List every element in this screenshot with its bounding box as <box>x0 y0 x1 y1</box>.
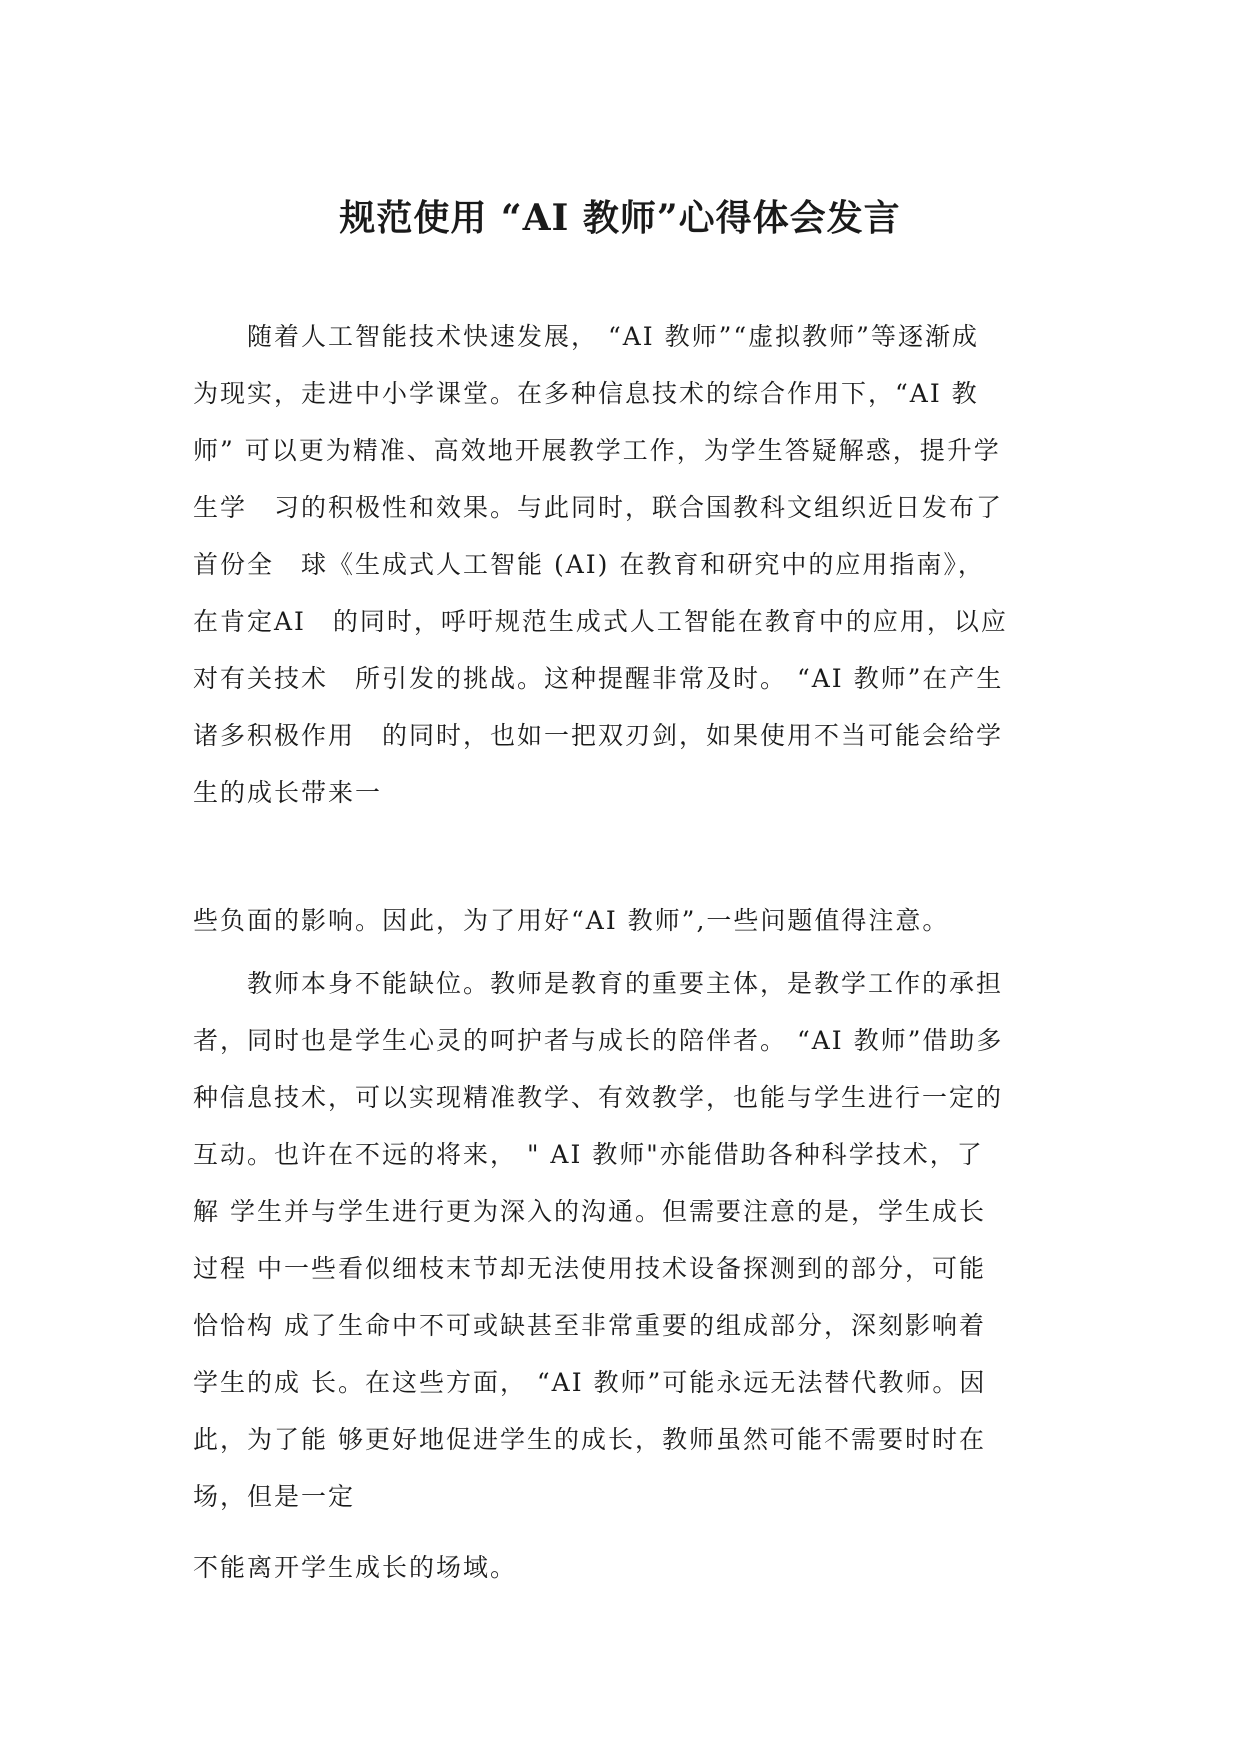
paragraph-1-line: 生的成长带来一 <box>193 778 383 807</box>
paragraph-2-line: 互动。也许在不远的将来， " AI 教师"亦能借助各种科学技术，了 <box>193 1140 984 1169</box>
paragraph-2-line: 此，为了能 够更好地促进学生的成长，教师虽然可能不需要时时在 <box>193 1425 986 1454</box>
paragraph-1-line: 对有关技术 所引发的挑战。这种提醒非常及时。 “AI 教师”在产生 <box>193 664 1004 693</box>
paragraph-1-line: 首份全 球《生成式人工智能 (AI) 在教育和研究中的应用指南》， <box>193 550 985 579</box>
paragraph-2-line: 学生的成 长。在这些方面， “AI 教师”可能永远无法替代教师。因 <box>193 1368 987 1397</box>
paragraph-2-line: 过程 中一些看似细枝末节却无法使用技术设备探测到的部分，可能 <box>193 1254 986 1283</box>
paragraph-1-line: 为现实，走进中小学课堂。在多种信息技术的综合作用下，“AI 教 <box>193 379 979 408</box>
paragraph-2-tail-line: 不能离开学生成长的场域。 <box>193 1553 518 1582</box>
paragraph-1-tail-line: 些负面的影响。因此，为了用好“AI 教师”,一些问题值得注意。 <box>193 906 950 935</box>
document-title: 规范使用 “AI 教师”心得体会发言 <box>339 197 901 239</box>
paragraph-2-line: 者，同时也是学生心灵的呵护者与成长的陪伴者。 “AI 教师”借助多 <box>193 1026 1004 1055</box>
paragraph-2-line: 种信息技术，可以实现精准教学、有效教学，也能与学生进行一定的 <box>193 1083 1004 1112</box>
paragraph-2-line: 解 学生并与学生进行更为深入的沟通。但需要注意的是，学生成长 <box>193 1197 986 1226</box>
paragraph-1-line: 随着人工智能技术快速发展， “AI 教师”“虚拟教师”等逐渐成 <box>193 322 979 351</box>
paragraph-2-line: 恰恰构 成了生命中不可或缺甚至非常重要的组成部分，深刻影响着 <box>193 1311 986 1340</box>
paragraph-1-line: 师” 可以更为精准、高效地开展教学工作，为学生答疑解惑，提升学 <box>193 436 1001 465</box>
paragraph-2-line: 场，但是一定 <box>193 1482 356 1511</box>
paragraph-1-line: 生学 习的积极性和效果。与此同时，联合国教科文组织近日发布了 <box>193 493 1004 522</box>
paragraph-1 <box>193 308 1055 821</box>
paragraph-2-tail <box>193 1539 1055 1596</box>
paragraph-2-line: 教师本身不能缺位。教师是教育的重要主体，是教学工作的承担 <box>193 969 1004 998</box>
paragraph-1-line: 诸多积极作用 的同时，也如一把双刃剑，如果使用不当可能会给学 <box>193 721 1004 750</box>
paragraph-1-line: 在肯定AI 的同时，呼吁规范生成式人工智能在教育中的应用，以应 <box>193 607 1008 636</box>
paragraph-1-tail <box>193 892 1055 949</box>
paragraph-2 <box>193 955 1055 1525</box>
